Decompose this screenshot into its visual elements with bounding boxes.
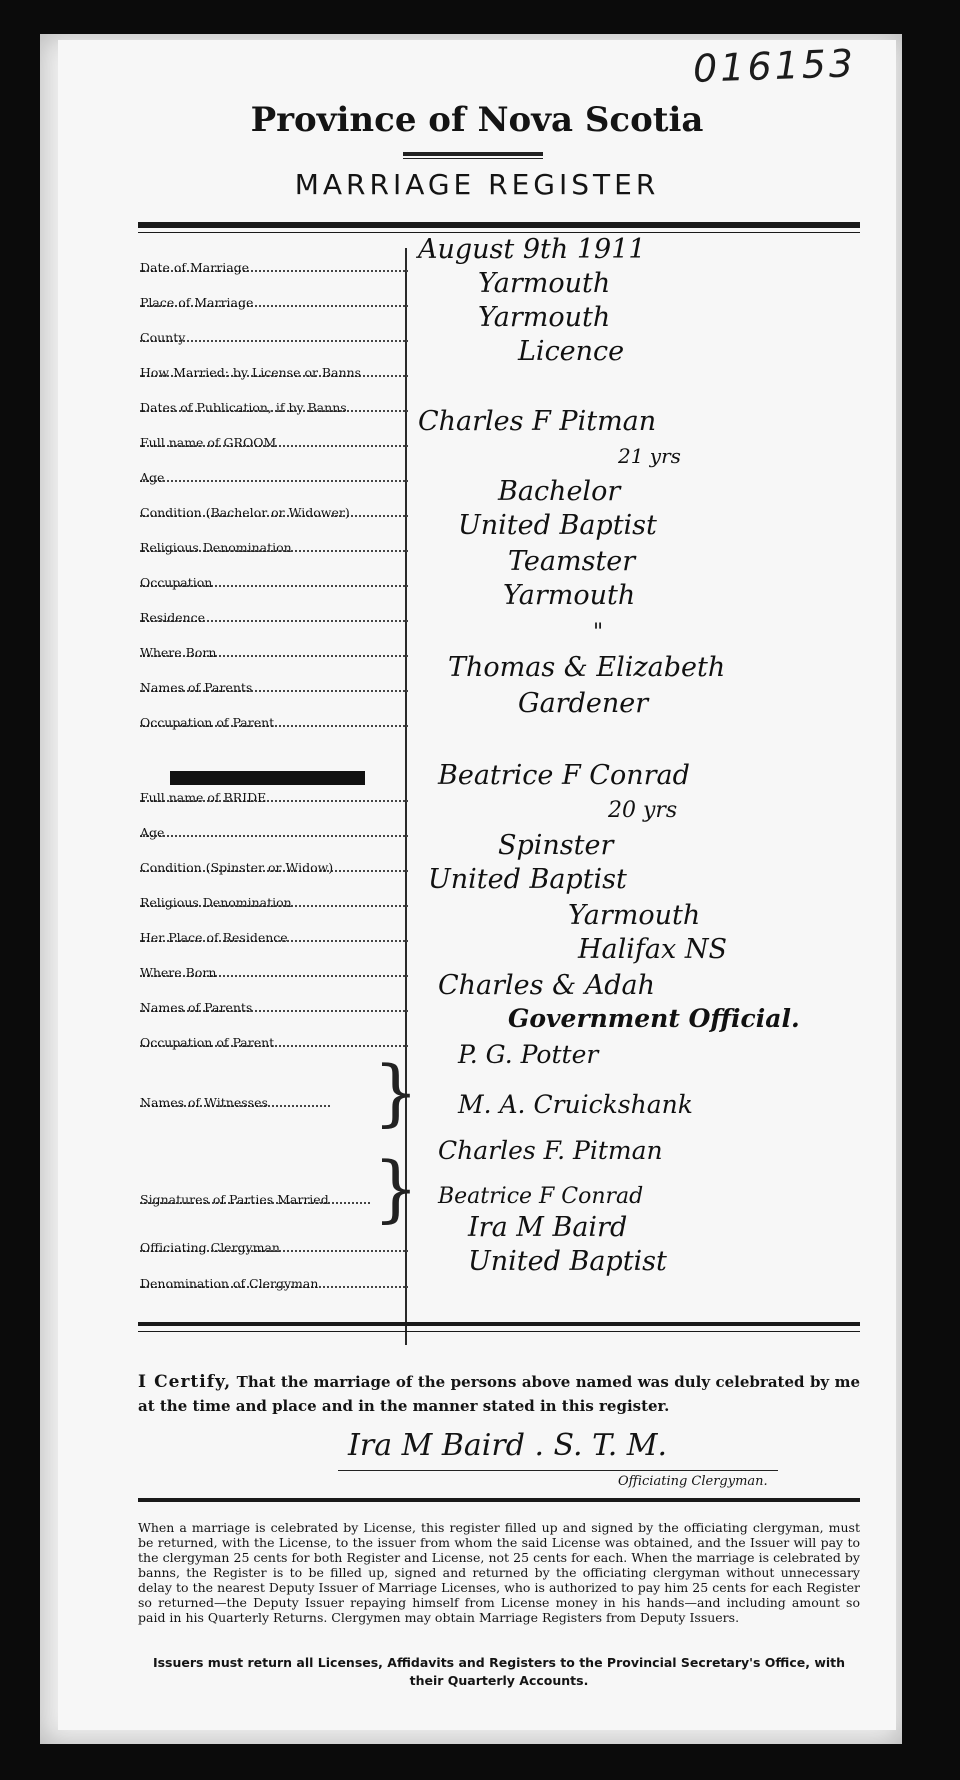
field-label-groom-parents: Names of Parents ..... — [140, 680, 408, 695]
field-value-place-of-marriage: Yarmouth — [478, 268, 611, 299]
signatures-brace: } — [373, 1146, 419, 1230]
field-value-witness-1: P. G. Potter — [458, 1040, 599, 1069]
middle-rule-thin — [138, 1331, 860, 1332]
field-label-groom-parent-occupation: Occupation of Parent ..... — [140, 715, 408, 730]
field-label-bride-parent-occupation: Occupation of Parent ..... — [140, 1035, 408, 1050]
top-rule-thin — [138, 232, 860, 233]
field-value-bride-condition: Spinster — [498, 830, 614, 861]
field-value-how-married: Licence — [518, 336, 625, 367]
field-label-bride-condition: Condition (Spinster or Widow) ..... — [140, 860, 408, 875]
field-value-witness-2: M. A. Cruickshank — [458, 1090, 693, 1119]
issuers-notice: Issuers must return all Licenses, Affidavits and Registers to the Provincial Secretary's Office, with their Quarterly Accounts. — [152, 1655, 846, 1688]
field-value-bride-residence: Yarmouth — [568, 900, 701, 931]
field-label-groom-denomination: Religious Denomination ..... — [140, 540, 408, 555]
field-label-groom-residence: Residence ..... — [140, 610, 408, 625]
field-label-bride-age: Age ..... — [140, 825, 408, 840]
clergy-signature: Ira M Baird . S. T. M. — [348, 1428, 668, 1463]
field-label-groom-age: Age ..... — [140, 470, 408, 485]
field-value-groom-parents: Thomas & Elizabeth — [448, 652, 726, 683]
signature-line — [338, 1470, 778, 1471]
top-rule — [138, 222, 860, 228]
field-label-clergy-denomination: Denomination of Clergyman ..... — [140, 1276, 408, 1291]
field-value-bride-where-born: Halifax NS — [578, 934, 727, 965]
document-number: 016153 — [692, 41, 857, 91]
field-value-groom-name: Charles F Pitman — [418, 406, 657, 437]
certification-statement — [138, 1370, 860, 1418]
register-paper — [40, 34, 902, 1744]
field-label-groom-occupation: Occupation ..... — [140, 575, 408, 590]
field-label-groom-condition: Condition (Bachelor or Widower) ..... — [140, 505, 408, 520]
field-label-bride-denomination: Religious Denomination ..... — [140, 895, 408, 910]
register-sheet — [58, 40, 896, 1730]
field-label-bride-parents: Names of Parents ..... — [140, 1000, 408, 1015]
field-value-groom-condition: Bachelor — [498, 476, 621, 507]
field-value-bride-name: Beatrice F Conrad — [438, 760, 690, 791]
field-value-bride-age: 20 yrs — [608, 798, 678, 823]
field-value-groom-denomination: United Baptist — [458, 510, 657, 541]
field-value-groom-age: 21 yrs — [618, 444, 681, 468]
field-label-bride-name: Full name of BRIDE ..... — [140, 790, 408, 805]
signature-caption: Officiating Clergyman. — [618, 1474, 768, 1489]
section-divider-bar — [170, 771, 365, 785]
field-value-officiating-clergyman: Ira M Baird — [468, 1212, 628, 1243]
field-label-bride-residence: Her Place of Residence ..... — [140, 930, 408, 945]
field-label-date-of-marriage: Date of Marriage ..... — [140, 260, 408, 275]
field-label-groom-name: Full name of GROOM ..... — [140, 435, 408, 450]
field-value-clergy-denomination: United Baptist — [468, 1246, 667, 1277]
title-underline — [403, 152, 543, 156]
field-label-dates-of-publication: Dates of Publication, if by Banns ..... — [140, 400, 408, 415]
witnesses-brace: } — [373, 1050, 419, 1134]
field-label-how-married: How Married: by License or Banns ..... — [140, 365, 408, 380]
field-value-groom-where-born: " — [593, 620, 604, 645]
field-value-groom-residence: Yarmouth — [503, 580, 636, 611]
field-label-groom-where-born: Where Born ..... — [140, 645, 408, 660]
field-label-county: County ..... — [140, 330, 408, 345]
field-value-signature-groom: Charles F. Pitman — [438, 1136, 663, 1165]
middle-rule — [138, 1322, 860, 1326]
certify-text: That the marriage of the persons above named was duly celebrated by me at the time and place and in the manner stated in this register. — [138, 1373, 861, 1415]
field-value-signature-bride: Beatrice F Conrad — [438, 1184, 644, 1209]
field-value-county: Yarmouth — [478, 302, 611, 333]
field-label-officiating-clergyman: Officiating Clergyman ..... — [140, 1240, 408, 1255]
page-title: Province of Nova Scotia — [250, 100, 704, 140]
field-value-groom-occupation: Teamster — [508, 546, 636, 577]
field-value-date-of-marriage: August 9th 1911 — [418, 234, 646, 265]
field-value-groom-parent-occupation: Gardener — [518, 688, 649, 719]
field-label-signatures: Signatures of Parties Married ..... — [140, 1192, 370, 1207]
field-value-bride-denomination: United Baptist — [428, 864, 627, 895]
field-label-place-of-marriage: Place of Marriage ..... — [140, 295, 408, 310]
field-value-bride-parents: Charles & Adah — [438, 970, 655, 1001]
certify-heading: I Certify, — [138, 1372, 232, 1392]
bottom-rule — [138, 1498, 860, 1502]
field-label-witnesses: Names of Witnesses ..... — [140, 1095, 330, 1110]
instructions-notice: When a marriage is celebrated by License, this register filled up and signed by the officiating clergyman, must be returned, with the License, to the issuer from whom the said License was obtained, and the Issuer will pay to the clergyman 25 cents for both Register and License, not 25 cents for each. When the marriage is celebrated by banns, the Register is to be filled up, signed and returned by the officiating clergyman without unnecessary delay to the nearest Deputy Issuer of Marriage Licenses, who is authorized to pay him 25 cents for each Register so returned—the Deputy Issuer repaying himself from License money in his hands—and including amount so paid in his Quarterly Returns. Clergymen may obtain Marriage Registers from Deputy Issuers. — [138, 1520, 860, 1625]
field-label-bride-where-born: Where Born ..... — [140, 965, 408, 980]
field-value-bride-parent-occupation: Government Official. — [508, 1004, 800, 1033]
page-subtitle: MARRIAGE REGISTER — [294, 168, 660, 201]
